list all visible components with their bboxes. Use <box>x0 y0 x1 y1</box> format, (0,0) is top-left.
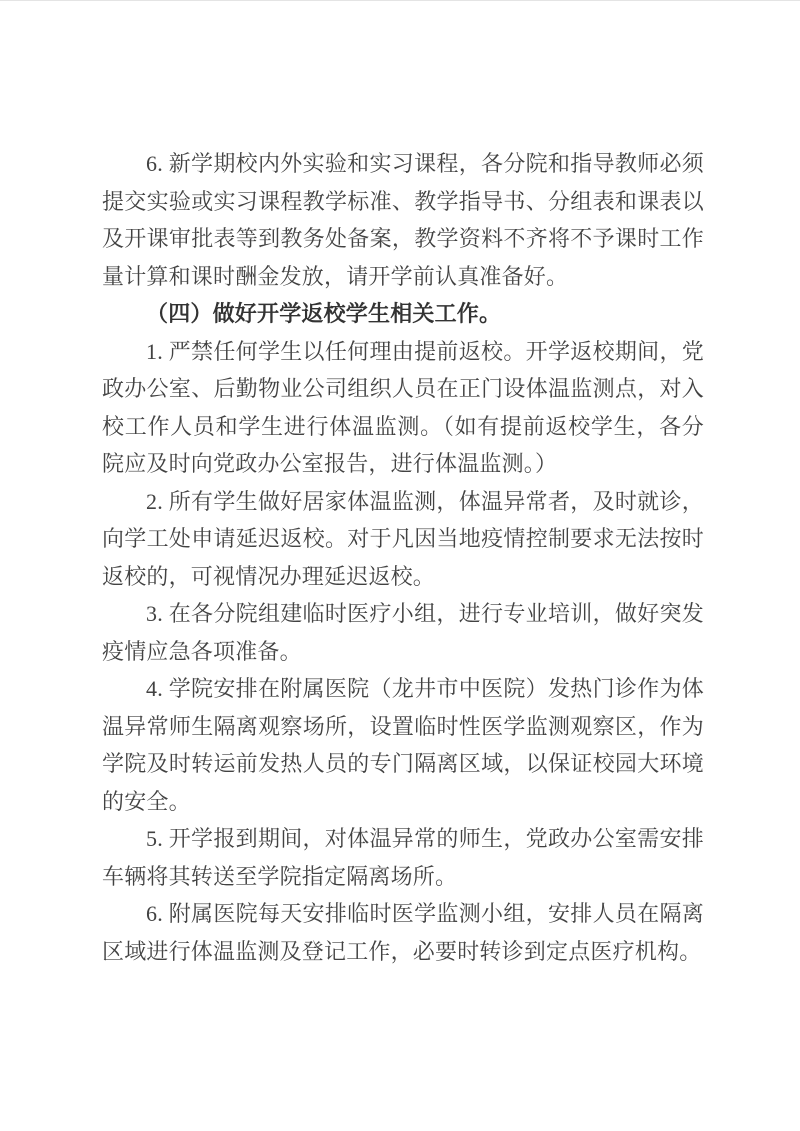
document-body <box>102 145 704 970</box>
paragraph-daily-monitoring-team: 6. 附属医院每天安排临时医学监测小组，安排人员在隔离区域进行体温监测及登记工作，必要时转诊到定点医疗机构。 <box>102 901 704 964</box>
paragraph-transport-abnormal-temperature: 5. 开学报到期间，对体温异常的师生，党政办公室需安排车辆将其转送至学院指定隔离场所。 <box>102 826 704 889</box>
paragraph-no-early-return: 1. 严禁任何学生以任何理由提前返校。开学返校期间，党政办公室、后勤物业公司组织人员在正门设体温监测点，对入校工作人员和学生进行体温监测。（如有提前返校学生，各分院应及时向党政办公室报告，进行体温监测。） <box>102 338 704 476</box>
section-heading-return-to-school: （四）做好开学返校学生相关工作。 <box>146 301 502 326</box>
paragraph-temporary-medical-teams: 3. 在各分院组建临时医疗小组，进行专业培训，做好突发疫情应急各项准备。 <box>102 601 704 664</box>
paragraph-home-temperature-monitoring: 2. 所有学生做好居家体温监测，体温异常者，及时就诊，向学工处申请延迟返校。对于凡因当地疫情控制要求无法按时返校的，可视情况办理延迟返校。 <box>102 488 704 589</box>
page-top-edge <box>0 0 800 1</box>
paragraph-affiliated-hospital-isolation-area: 4. 学院安排在附属医院（龙井市中医院）发热门诊作为体温异常师生隔离观察场所，设置临时性医学监测观察区，作为学院及时转运前发热人员的专门隔离区域，以保证校园大环境的安全。 <box>102 676 704 814</box>
paragraph-lab-practice-courses: 6. 新学期校内外实验和实习课程，各分院和指导教师必须提交实验或实习课程教学标准、教学指导书、分组表和课表以及开课审批表等到教务处备案，教学资料不齐将不予课时工作量计算和课时酬金发放，请开学前认真准备好。 <box>102 151 704 289</box>
